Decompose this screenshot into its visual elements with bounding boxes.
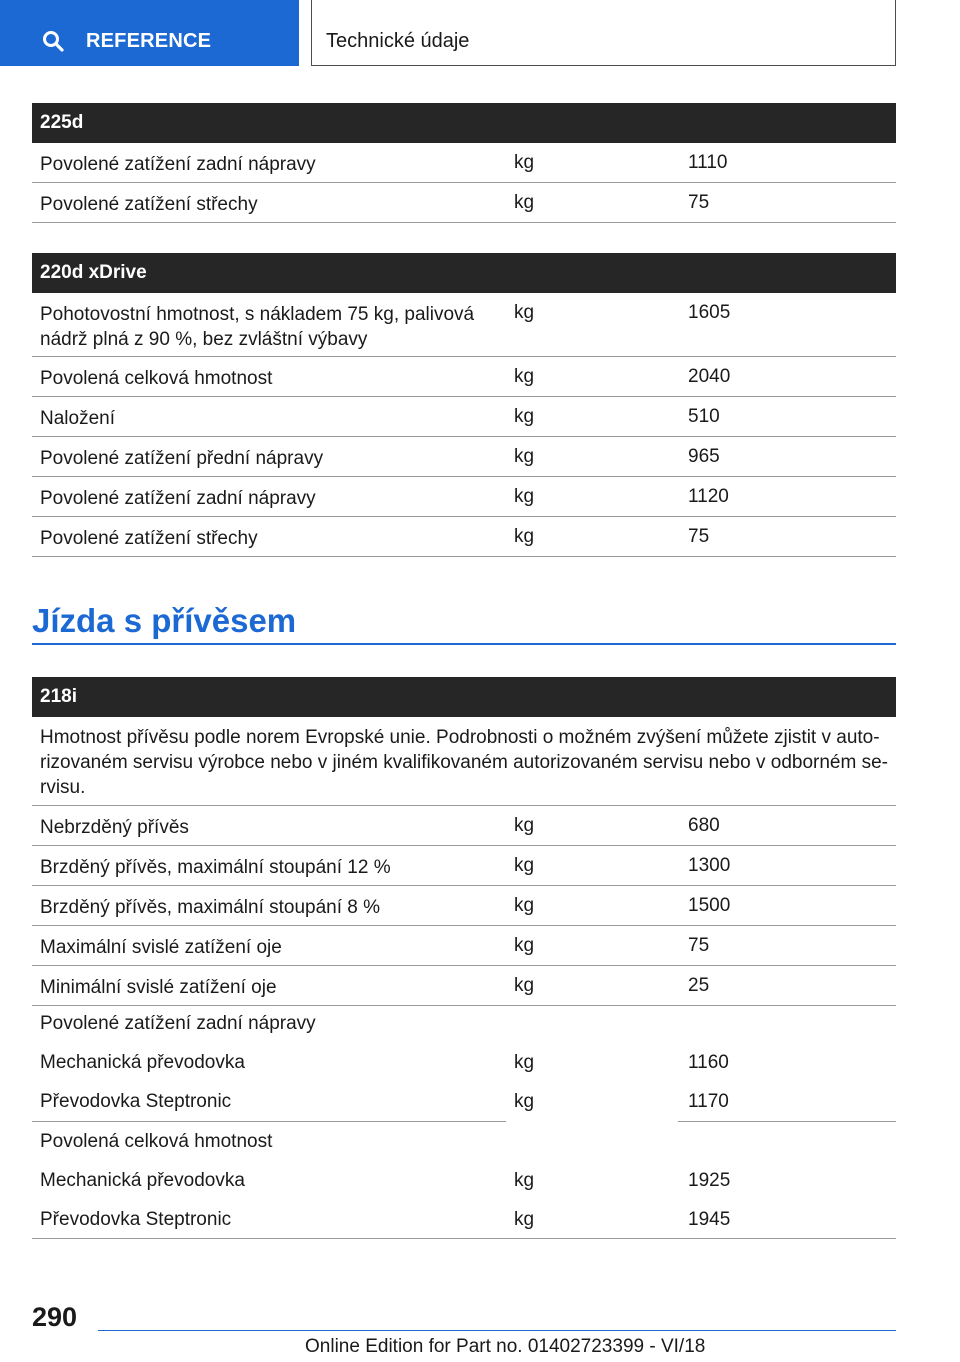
- section-heading-rule: [32, 643, 896, 645]
- table-note: [32, 717, 896, 806]
- row-value: 1160: [688, 1052, 729, 1073]
- row-label: Maximální svislé zatížení oje: [40, 937, 282, 958]
- row-label: Brzděný přívěs, maximální stoupání 12 %: [40, 857, 391, 878]
- table-row: [32, 397, 896, 437]
- row-value: 1605: [688, 302, 731, 323]
- row-label: Nebrzděný přívěs: [40, 817, 189, 838]
- row-label: Naložení: [40, 408, 115, 429]
- row-label: Povolené zatížení střechy: [40, 194, 258, 215]
- row-value: 1500: [688, 895, 731, 916]
- row-label: Povolená celková hmotnost: [40, 368, 273, 389]
- table-row: [32, 183, 896, 223]
- table-row: [32, 926, 896, 966]
- row-label: Povolené zatížení přední nápravy: [40, 448, 324, 469]
- row-unit: kg: [514, 192, 535, 213]
- divider: [32, 1238, 896, 1239]
- row-unit: kg: [514, 935, 535, 956]
- table-row: [32, 806, 896, 846]
- row-label: Minimální svislé zatížení oje: [40, 977, 277, 998]
- row-value: 1300: [688, 855, 731, 876]
- reference-label: REFERENCE: [86, 30, 212, 52]
- footer-rule: [98, 1330, 896, 1331]
- row-unit: kg: [514, 815, 535, 836]
- row-value: 75: [688, 935, 710, 956]
- reference-tab[interactable]: [0, 0, 299, 66]
- row-unit: kg: [514, 1091, 535, 1112]
- row-unit: kg: [514, 302, 535, 323]
- row-label: Převodovka Steptronic: [40, 1091, 232, 1112]
- row-label: Převodovka Steptronic: [40, 1209, 232, 1230]
- section-title: Technické údaje: [326, 30, 470, 52]
- row-value: 25: [688, 975, 710, 996]
- table-header: 225d: [32, 103, 896, 143]
- row-value: 1925: [688, 1170, 731, 1191]
- row-label: Mechanická převodovka: [40, 1170, 245, 1191]
- note-text: Hmotnost přívěsu podle norem Evropské unie. Podrobnosti o možném zvýšení můžete zjistit v autorizovaném servisu výrobce nebo v jiném kvalifikovaném autorizovaném servisu nebo v odborném servisu.: [40, 727, 888, 798]
- page-header: [0, 0, 960, 66]
- table-header: 220d xDrive: [32, 253, 896, 293]
- row-unit: kg: [514, 855, 535, 876]
- section-heading: Jízda s přívěsem: [32, 602, 297, 639]
- table-218i: [32, 677, 896, 1006]
- row-value: 510: [688, 406, 720, 427]
- divider: [678, 1121, 896, 1122]
- row-unit: kg: [514, 486, 535, 507]
- row-value: 75: [688, 192, 710, 213]
- edition-text: Online Edition for Part no. 01402723399 - VI/18: [305, 1336, 706, 1357]
- row-unit: kg: [514, 526, 535, 547]
- row-unit: kg: [514, 366, 535, 387]
- row-value: 1170: [688, 1091, 729, 1112]
- table-row: [32, 517, 896, 557]
- table-row: [32, 293, 896, 357]
- page-number: 290: [32, 1302, 78, 1332]
- row-unit: kg: [514, 406, 535, 427]
- row-unit: kg: [514, 1209, 535, 1230]
- table-row: [32, 143, 896, 183]
- row-value: 680: [688, 815, 720, 836]
- table-row: [32, 846, 896, 886]
- row-unit: kg: [514, 975, 535, 996]
- table-header: 218i: [32, 677, 896, 717]
- row-label: Pohotovostní hmotnost, s nákladem 75 kg, palivová nádrž plná z 90 %, bez zvláštní výbavy: [40, 304, 475, 350]
- row-unit: kg: [514, 1052, 535, 1073]
- row-unit: kg: [514, 152, 535, 173]
- group-heading: Povolená celková hmotnost: [40, 1131, 273, 1152]
- row-label: Povolené zatížení zadní nápravy: [40, 488, 316, 509]
- row-label: Povolené zatížení zadní nápravy: [40, 154, 316, 175]
- row-value: 1945: [688, 1209, 731, 1230]
- table-row: [32, 966, 896, 1006]
- table-225d: [32, 103, 896, 223]
- row-label: Brzděný přívěs, maximální stoupání 8 %: [40, 897, 381, 918]
- row-label: Mechanická převodovka: [40, 1052, 245, 1073]
- table-row: [32, 477, 896, 517]
- row-value: 1120: [688, 486, 729, 507]
- row-label: Povolené zatížení střechy: [40, 528, 258, 549]
- row-unit: kg: [514, 1170, 535, 1191]
- row-value: 1110: [688, 152, 728, 173]
- section-title-box: [311, 0, 896, 66]
- search-icon: [42, 30, 64, 52]
- table-220d-xdrive: [32, 253, 896, 557]
- row-unit: kg: [514, 895, 535, 916]
- row-value: 75: [688, 526, 710, 547]
- row-value: 2040: [688, 366, 731, 387]
- table-row: [32, 886, 896, 926]
- row-value: 965: [688, 446, 720, 467]
- divider: [32, 1121, 506, 1122]
- group-heading: Povolené zatížení zadní nápravy: [40, 1013, 316, 1034]
- row-unit: kg: [514, 446, 535, 467]
- table-row: [32, 357, 896, 397]
- table-row: [32, 437, 896, 477]
